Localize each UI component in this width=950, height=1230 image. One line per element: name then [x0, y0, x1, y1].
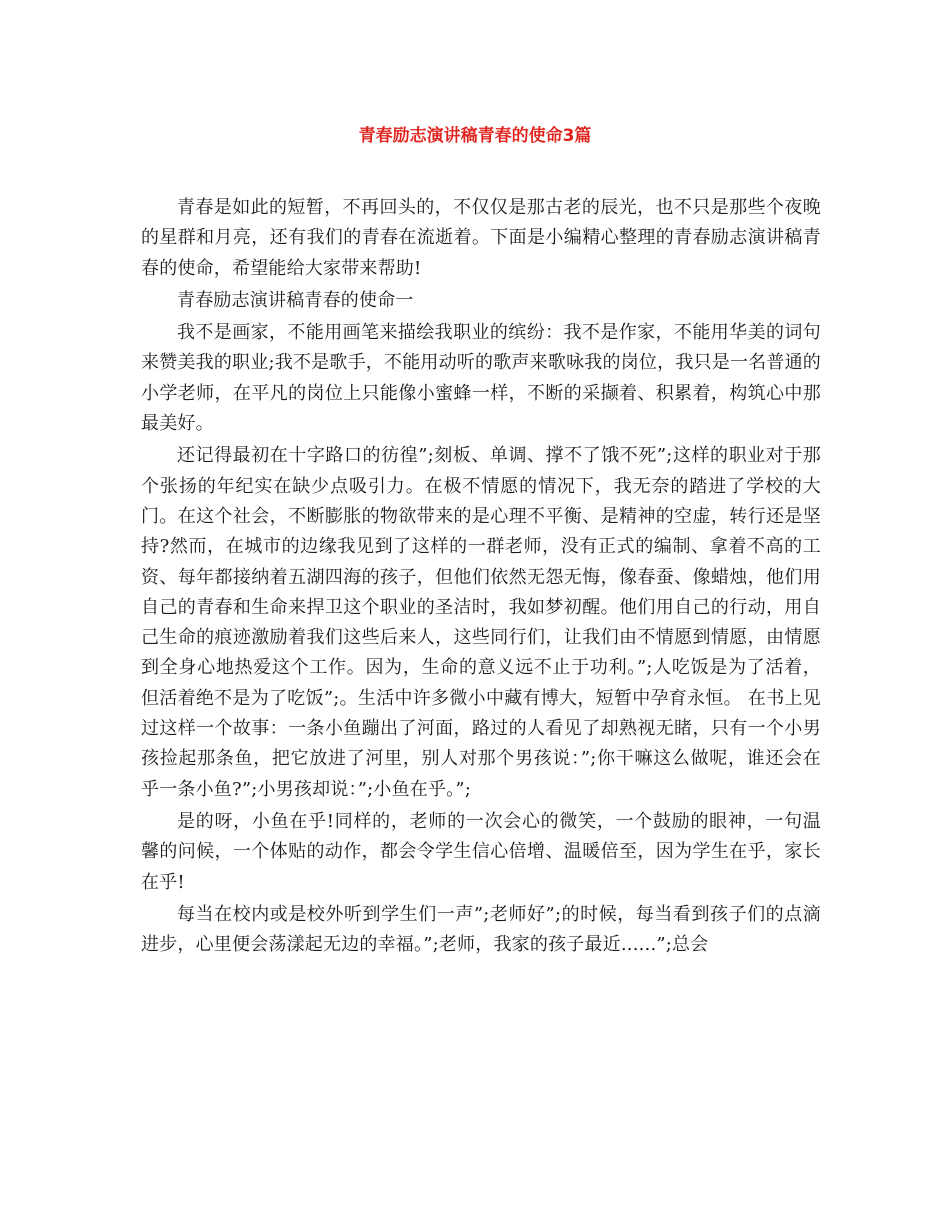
document-body — [141, 193, 821, 962]
paragraph: 是的呀，小鱼在乎!同样的，老师的一次会心的微笑，一个鼓励的眼神，一句温馨的问候，一个体贴的动作，都会令学生信心倍增、温暖倍至，因为学生在乎，家长在乎! — [141, 810, 821, 893]
section-heading: 青春励志演讲稿青春的使命一 — [177, 289, 414, 311]
paragraph-intro: 青春是如此的短暂，不再回头的，不仅仅是那古老的辰光，也不只是那些个夜晚的星群和月亮，还有我们的青春在流逝着。下面是小编精心整理的青春励志演讲稿青春的使命，希望能给大家带来帮助! — [141, 197, 821, 279]
document-title: 青春励志演讲稿青春的使命3篇 — [358, 126, 592, 146]
paragraph: 还记得最初在十字路口的彷徨”;刻板、单调、撑不了饿不死”;这样的职业对于那个张扬的年纪实在缺少点吸引力。在极不情愿的情况下，我无奈的踏进了学校的大门。在这个社会，不断膨胀的物欲带来的是心理不平衡、是精神的空虚，转行还是坚持?然而，在城市的边缘我见到了这样的一群老师，没有正式的编制、拿着不高的工资、每年都接纳着五湖四海的孩子，但他们依然无怨无悔，像春蚕、像蜡烛，他们用自己的青春和生命来捍卫这个职业的圣洁时，我如梦初醒。他们用自己的行动，用自己生命的痕迹激励着我们这些后来人，这些同行们，让我们由不情愿到情愿，由情愿到全身心地热爱这个工作。因为，生命的意义远不止于功利。”;人吃饭是为了活着，但活着绝不是为了吃饭”;。生活中许多微小中藏有博大，短暂中孕育永恒。 在书上见过这样一个故事：一条小鱼蹦出了河面，路过的人看见了却熟视无睹，只有一个小男孩捡起那条鱼，把它放进了河里，别人对那个男孩说：”;你干嘛这么做呢，谁还会在乎一条小鱼?”;小男孩却说：”;小鱼在乎。”; — [141, 445, 821, 800]
paragraph: 我不是画家，不能用画笔来描绘我职业的缤纷：我不是作家，不能用华美的词句来赞美我的职业;我不是歌手，不能用动听的歌声来歌咏我的岗位，我只是一名普通的小学老师，在平凡的岗位上只能像小蜜蜂一样，不断的采撷着、积累着，构筑心中那最美好。 — [141, 322, 821, 435]
paragraph: 每当在校内或是校外听到学生们一声”;老师好”;的时候，每当看到孩子们的点滴进步，心里便会荡漾起无边的幸福。”;老师，我家的孩子最近......”;总会 — [141, 903, 821, 956]
